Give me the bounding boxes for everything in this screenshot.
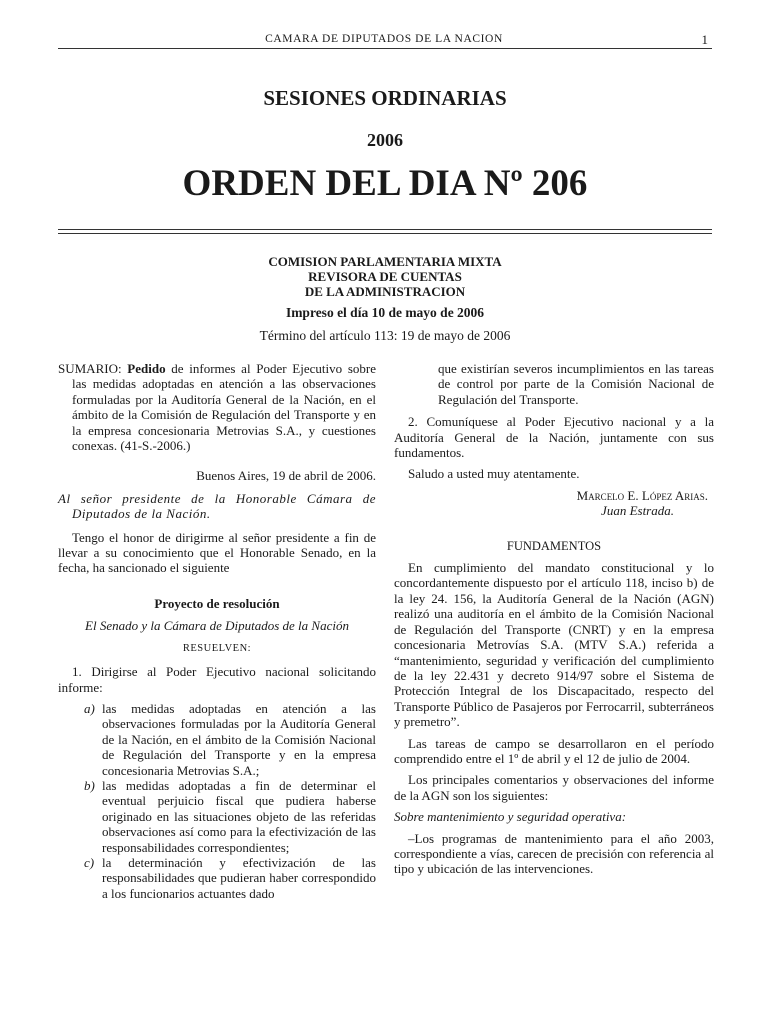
- senado-line: El Senado y la Cámara de Diputados de la Nación: [85, 618, 349, 634]
- fecha: Buenos Aires, 19 de abril de 2006.: [196, 468, 376, 484]
- orden-del-dia-title: ORDEN DEL DIA Nº 206: [182, 163, 588, 204]
- session-year: 2006: [367, 130, 403, 150]
- item-text: las medidas adoptadas en atención a las observaciones formuladas por la Auditoría General de la Nación, en el ámbito de la Comisión Nacional de Regulación del Transporte y en la empresa concesionaria Metrovias S.A.;: [102, 700, 376, 778]
- comision-line: DE LA ADMINISTRACION: [304, 284, 466, 299]
- masthead-rule-top: [58, 229, 712, 230]
- impreso-date: Impreso el día 10 de mayo de 2006: [285, 305, 485, 320]
- fundamentos-paragraph-1: En cumplimiento del mandato constitucional y lo concordantemente dispuesto por el artículo 118, inciso b) de la ley 24. 156, la Auditoría General de la Nación (AGN) realizó una auditoría en el ámbito de la Comisión Nacional de Regulación del Transporte (CNRT) y en la empresa concesionaria Metrovías S.A. (MTV S.A.) referida a “mantenimiento, seguridad y verificación del cumplimiento de la ley 22.431 y decreto 914/97 sobre el Sistema de Protección Integral de los Discapacitado, respecto del Transporte Público de Pasajeros por Ferrocarril, subterráneos y premetro”.: [394, 560, 714, 730]
- item-text: la determinación y efectivización de las responsabilidades que pudieran haber correspondido a los funcionarios actuantes dado: [102, 854, 376, 901]
- sumario-text: de informes al Poder Ejecutivo sobre las medidas adoptadas en atención a las observaciones formuladas por la Auditoría General de la Nación, en el ámbito de la Comisión de Regulación del Transporte y en la empresa concesionaria Metrovias S.A., y cuestiones conexas. (41-S.-2006.): [72, 361, 376, 454]
- fundamentos-paragraph-3: Los principales comentarios y observaciones del informe de la AGN son los siguientes:: [394, 772, 714, 803]
- item-text: las medidas adoptadas a fin de determinar el eventual perjuicio fiscal que pudiera haberse originado en las situaciones objeto de las referidas observaciones así como para la efectivización de las responsabilidades correspondientes;: [102, 777, 376, 855]
- session-title: SESIONES ORDINARIAS: [263, 86, 507, 110]
- subtitle-mantenimiento: Sobre mantenimiento y seguridad operativa:: [394, 809, 627, 825]
- sumario-bold: Pedido: [127, 361, 166, 376]
- sumario: [58, 361, 376, 453]
- fundamentos-paragraph-2: Las tareas de campo se desarrollaron en el período comprendido entre el 1º de abril y el 12 de julio de 2004.: [394, 735, 714, 766]
- fundamentos-paragraph-4: –Los programas de mantenimiento para el año 2003, correspondiente a vías, carecen de precisión con referencia al tipo y ubicación de las intervenciones.: [394, 830, 714, 877]
- running-header: [58, 33, 710, 47]
- list-item: [58, 778, 376, 855]
- fundamentos-heading: FUNDAMENTOS: [506, 538, 602, 553]
- left-column: [58, 361, 376, 901]
- header-rule: [58, 48, 712, 49]
- comision-line: REVISORA DE CUENTAS: [308, 269, 462, 284]
- sumario-label: SUMARIO:: [58, 361, 128, 376]
- list-item: [58, 701, 376, 778]
- list-item: [58, 855, 376, 901]
- intro-paragraph: Tengo el honor de dirigirme al señor presidente a fin de llevar a su conocimiento que el Honorable Senado, en la fecha, ha sancionado el siguiente: [58, 529, 376, 576]
- item-list: [58, 701, 376, 901]
- masthead-rule-bottom: [58, 233, 712, 234]
- destinatario: Al señor presidente de la Honorable Cámara de Diputados de la Nación.: [58, 490, 376, 522]
- signature-1: Marcelo E. López Arias.: [576, 487, 708, 503]
- right-column: [394, 361, 714, 877]
- item-label: a): [84, 700, 95, 716]
- item-label: b): [84, 777, 95, 793]
- article-1: 1. Dirigirse al Poder Ejecutivo nacional solicitando informe:: [58, 664, 376, 695]
- page-number: 1: [701, 32, 708, 47]
- proyecto-heading: Proyecto de resolución: [154, 595, 280, 611]
- item-label: c): [84, 854, 95, 870]
- termino-date: Término del artículo 113: 19 de mayo de 2006: [259, 328, 511, 343]
- comision-heading: [0, 254, 770, 299]
- header-title: CAMARA DE DIPUTADOS DE LA NACION: [265, 33, 503, 45]
- signature-2: Juan Estrada.: [601, 503, 674, 519]
- item-c-continuation: que existirían severos incumplimientos en las tareas de control por parte de la Comisión Nacional de Regulación del Transporte.: [438, 361, 714, 407]
- resuelven: RESUELVEN:: [182, 642, 252, 654]
- saludo: Saludo a usted muy atentamente.: [408, 466, 580, 482]
- article-2: 2. Comuníquese al Poder Ejecutivo nacional y a la Auditoría General de la Nación, juntamente con sus fundamentos.: [394, 414, 714, 461]
- comision-line: COMISION PARLAMENTARIA MIXTA: [268, 254, 502, 269]
